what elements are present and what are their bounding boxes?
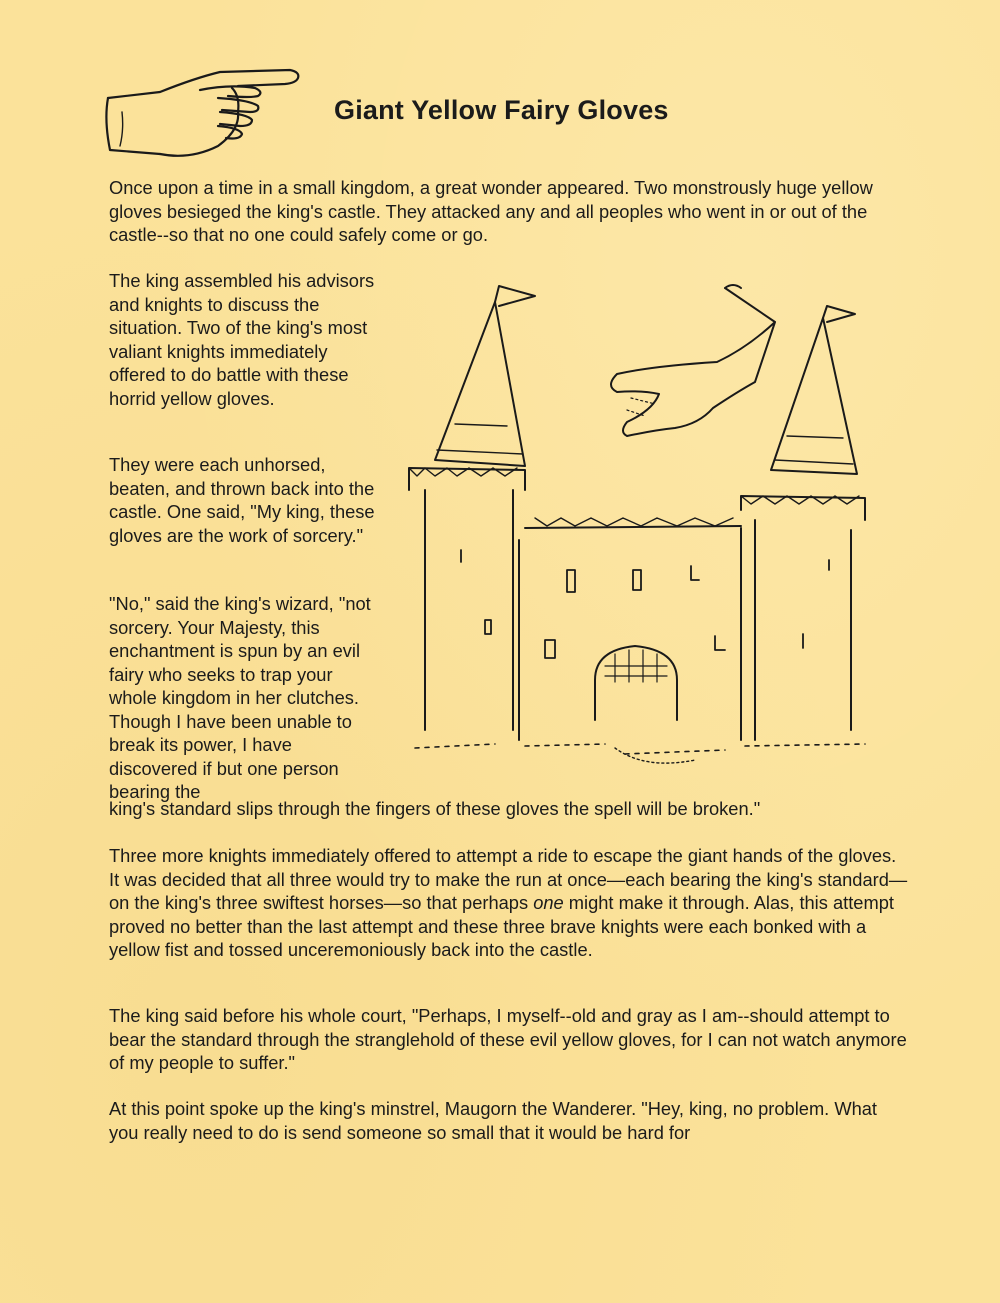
castle-with-glove-illustration xyxy=(395,270,875,800)
pointing-hand-icon xyxy=(100,50,315,162)
paragraph-wizard-continued: king's standard slips through the fingers of these gloves the spell will be broken." xyxy=(109,798,761,819)
paragraph-minstrel: At this point spoke up the king's minstrel, Maugorn the Wanderer. "Hey, king, no problem. What you really need to do is send someone so small that it would be hard for xyxy=(109,1098,878,1143)
paragraph-wizard: "No," said the king's wizard, "not sorcery. Your Majesty, this enchantment is spun by an evil fairy who seeks to trap your whole kingdom in her clutches. Though I have been unable to break its power, I have discovered if but one person bearing the xyxy=(109,593,371,802)
paragraph-unhorsed: They were each unhorsed, beaten, and thrown back into the castle. One said, "My king, these gloves are the work of sorcery." xyxy=(109,454,375,546)
document-title: Giant Yellow Fairy Gloves xyxy=(334,95,669,125)
paragraph-assembly: The king assembled his advisors and knights to discuss the situation. Two of the king's most valiant knights immediately offered to do battle with these horrid yellow gloves. xyxy=(109,270,375,409)
paragraph-three-knights-part-a: Three more knights immediately offered to attempt a ride to escape the giant hands of the gloves. It was decided that all three would try to make the run at once—each bearing the king's standard—on the king's three swiftest horses—so that perhaps xyxy=(109,845,908,913)
paragraph-three-knights-part-b: might make it through. Alas, this attempt proved no better than the last attempt and these three brave knights were each bonked with a yellow fist and tossed unceremoniously back into the castle. xyxy=(109,892,894,960)
emphasis-one: one xyxy=(533,892,564,913)
paragraph-intro: Once upon a time in a small kingdom, a great wonder appeared. Two monstrously huge yellow gloves besieged the king's castle. They attacked any and all peoples who went in or out of the castle--so that no one could safely come or go. xyxy=(109,177,873,245)
paragraph-king-speaks: The king said before his whole court, "Perhaps, I myself--old and gray as I am--should attempt to bear the standard through the stranglehold of these evil yellow gloves, for I can not watch anymore of my people to suffer." xyxy=(109,1005,907,1073)
paragraph-three-knights xyxy=(109,844,909,962)
